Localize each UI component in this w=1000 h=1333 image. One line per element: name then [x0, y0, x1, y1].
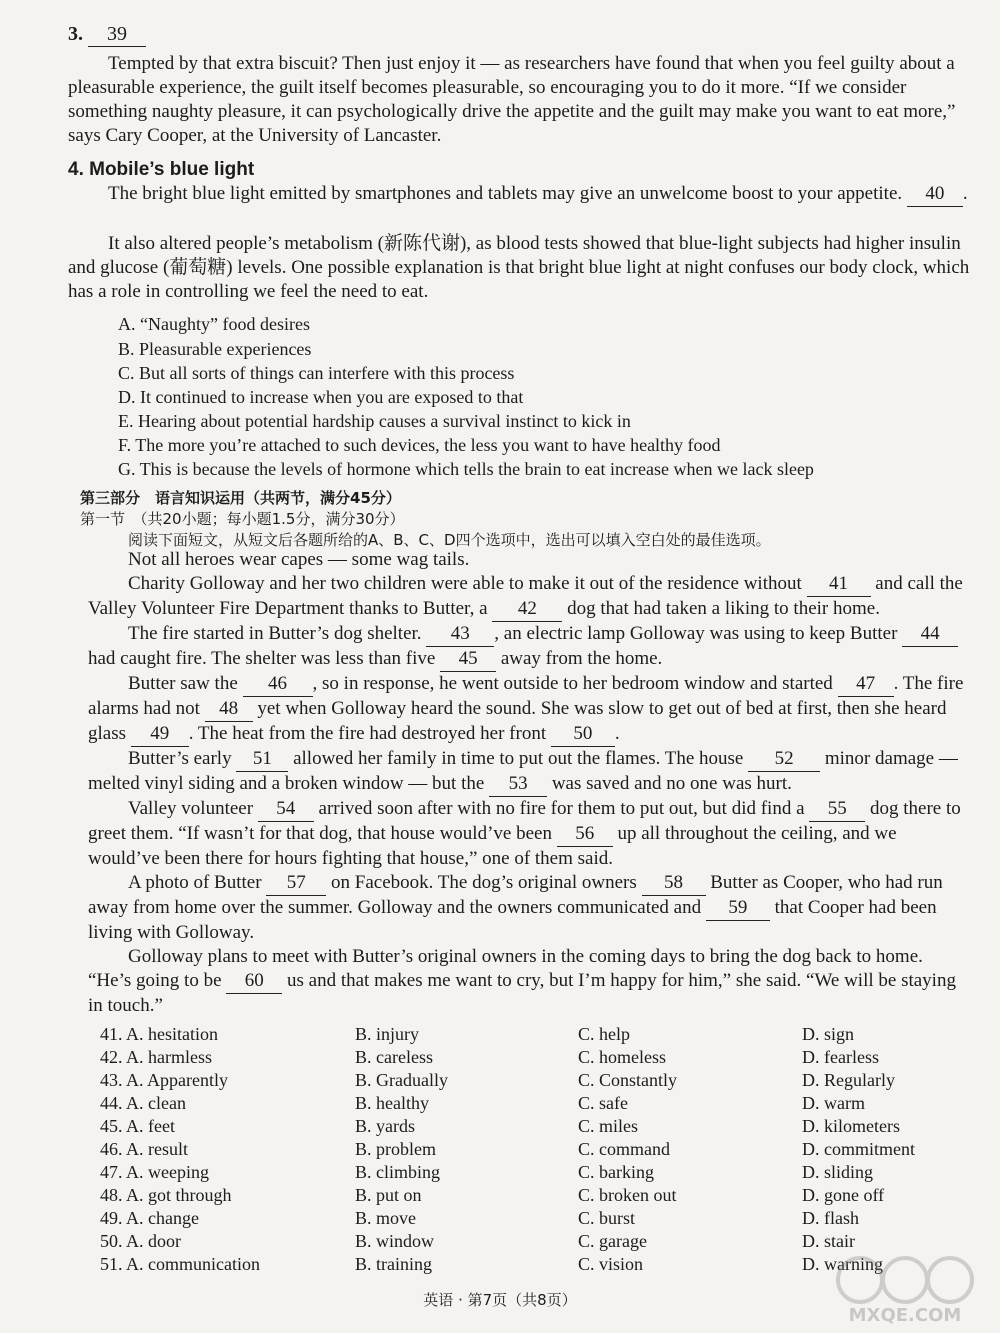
- blank-60: 60: [226, 969, 282, 994]
- watermark-text: MXQE.COM: [848, 1305, 962, 1325]
- choice-a: 47. A. weeping: [100, 1162, 209, 1182]
- option-c: C. But all sorts of things can interfere with this process: [118, 363, 515, 383]
- text: that Cooper had been living with Golloway.: [88, 897, 937, 943]
- choice-d: D. stair: [802, 1231, 855, 1251]
- cloze-paragraph-4: [88, 672, 968, 747]
- answer-row-41: [100, 1024, 980, 1047]
- blank-59: 59: [706, 896, 770, 921]
- blank-41: 41: [807, 572, 871, 597]
- choice-a: 48. A. got through: [100, 1185, 232, 1205]
- answer-row-44: [100, 1093, 980, 1116]
- paragraph-blue-light-1: [68, 182, 973, 207]
- text: A photo of Butter: [128, 872, 262, 893]
- part-three-title: 第三部分 语言知识运用（共两节，满分45分）: [80, 489, 401, 507]
- blank-58: 58: [642, 871, 706, 896]
- text: , so in response, he went outside to her bedroom window and started: [312, 673, 833, 694]
- choice-a: 46. A. result: [100, 1139, 188, 1159]
- choice-d: D. fearless: [802, 1047, 879, 1067]
- choice-c: C. vision: [578, 1254, 644, 1274]
- choice-b: B. injury: [355, 1024, 420, 1044]
- cloze-paragraph-8: [88, 945, 968, 1018]
- text: away from the home.: [500, 648, 663, 669]
- choice-b: B. climbing: [355, 1162, 440, 1182]
- blank-46: 46: [243, 672, 313, 697]
- paragraph-blue-light-2: [68, 232, 973, 304]
- text: dog that had taken a liking to their home.: [567, 598, 880, 619]
- blank-47: 47: [838, 672, 894, 697]
- choice-d: D. warm: [802, 1093, 865, 1113]
- choice-a: 49. A. change: [100, 1208, 199, 1228]
- choice-d: D. commitment: [802, 1139, 915, 1159]
- choice-d: D. sliding: [802, 1162, 874, 1182]
- choice-b: B. healthy: [355, 1093, 429, 1113]
- blank-48: 48: [205, 697, 253, 722]
- question-3-header: [68, 22, 973, 47]
- instruction: 阅读下面短文，从短文后各题所给的A、B、C、D四个选项中，选出可以填入空白处的最佳选项。: [128, 531, 771, 549]
- choice-d: D. flash: [802, 1208, 859, 1228]
- blank-45: 45: [440, 647, 496, 672]
- choice-a: 44. A. clean: [100, 1093, 186, 1113]
- blank-42: 42: [492, 597, 562, 622]
- text: Golloway plans to meet with Butter’s original owners in the coming days to bring the dog back to home. “He’s going to be: [88, 946, 923, 991]
- text: Butter as Cooper, who had run away from home over the summer. Golloway and the owners communicated and: [88, 872, 943, 918]
- choice-c: C. broken out: [578, 1185, 677, 1205]
- text: Valley volunteer: [128, 798, 254, 819]
- option-a: A. “Naughty” food desires: [118, 314, 310, 334]
- answer-blank-39: 39: [88, 22, 146, 47]
- choice-c: C. help: [578, 1024, 630, 1044]
- choice-c: C. command: [578, 1139, 670, 1159]
- choice-c: C. garage: [578, 1231, 647, 1251]
- answer-blank-40: 40: [907, 182, 963, 207]
- option-g: G. This is because the levels of hormone which tells the brain to eat increase when we lack sleep: [118, 459, 814, 479]
- section-title-mobile-blue-light: 4. Mobile’s blue light: [68, 159, 255, 180]
- text: , an electric lamp Golloway was using to keep Butter: [494, 623, 898, 644]
- paragraph-text: The bright blue light emitted by smartphones and tablets may give an unwelcome boost to your appetite.: [108, 183, 903, 204]
- paragraph-text: Tempted by that extra biscuit? Then just enjoy it — as researchers have found that when you feel guilty about a pleasurable experience, the guilt itself becomes pleasurable, so encouraging you to do it more. “If we consider something naughty pleasure, it can psychologically drive the appetite and the guilt may make you want to eat more,” says Cary Cooper, at the University of Lancaster.: [68, 53, 956, 146]
- text: dog there to greet them. “If wasn’t for that dog, that house would’ve been: [88, 798, 961, 844]
- blank-49: 49: [131, 722, 189, 747]
- text: Butter’s early: [128, 748, 232, 769]
- answer-row-49: [100, 1208, 980, 1231]
- choice-c: C. barking: [578, 1162, 654, 1182]
- choice-b: B. move: [355, 1208, 416, 1228]
- blank-44: 44: [902, 622, 958, 647]
- choice-a: 43. A. Apparently: [100, 1070, 228, 1090]
- choice-b: B. window: [355, 1231, 435, 1251]
- punctuation: .: [962, 183, 968, 204]
- choice-b: B. problem: [355, 1139, 436, 1159]
- choice-a: 51. A. communication: [100, 1254, 260, 1274]
- paragraph-guilt: [68, 52, 973, 148]
- choice-a: 45. A. feet: [100, 1116, 175, 1136]
- text: on Facebook. The dog’s original owners: [331, 872, 637, 893]
- answer-row-47: [100, 1162, 980, 1185]
- question-number: 3.: [68, 23, 83, 45]
- choice-b: B. Gradually: [355, 1070, 448, 1090]
- cloze-paragraph-7: [88, 871, 968, 945]
- choice-c: C. burst: [578, 1208, 636, 1228]
- answer-row-43: [100, 1070, 980, 1093]
- blank-54: 54: [258, 797, 314, 822]
- watermark-logo: [830, 1245, 980, 1325]
- blank-56: 56: [557, 822, 613, 847]
- page-footer: 英语 · 第7页（共8页）: [423, 1291, 577, 1309]
- option-d: D. It continued to increase when you are exposed to that: [118, 387, 524, 407]
- text: Butter saw the: [128, 673, 238, 694]
- blank-50: 50: [551, 722, 615, 747]
- text: allowed her family in time to put out the flames. The house: [293, 748, 744, 769]
- blank-43: 43: [426, 622, 494, 647]
- text: Charity Golloway and her two children were able to make it out of the residence without: [128, 573, 802, 594]
- choice-b: B. yards: [355, 1116, 415, 1136]
- choice-d: D. kilometers: [802, 1116, 900, 1136]
- cloze-paragraph-6: [88, 797, 968, 871]
- text: and call the Valley Volunteer Fire Department thanks to Butter, a: [88, 573, 963, 619]
- choice-d: D. gone off: [802, 1185, 885, 1205]
- choice-c: C. safe: [578, 1093, 628, 1113]
- text: was saved and no one was hurt.: [551, 773, 792, 794]
- choice-d: D. sign: [802, 1024, 855, 1044]
- cloze-paragraph-2: [88, 572, 968, 622]
- text: .: [614, 723, 620, 744]
- blank-52: 52: [748, 747, 820, 772]
- section-one-title: 第一节 （共20小题；每小题1.5分，满分30分）: [80, 510, 405, 528]
- choice-c: C. miles: [578, 1116, 639, 1136]
- answer-row-48: [100, 1185, 980, 1208]
- cloze-paragraph-3: [88, 622, 968, 672]
- choice-d: D. Regularly: [802, 1070, 895, 1090]
- answer-row-46: [100, 1139, 980, 1162]
- paragraph-text: It also altered people’s metabolism (新陈代谢), as blood tests showed that blue-light subjects had higher insulin and glucose (葡萄糖) levels. One possible explanation is that bright blue light at night confuses our body clock, which has a role in controlling we feel the need to eat.: [68, 233, 970, 302]
- cloze-paragraph-1: Not all heroes wear capes — some wag tails.: [128, 549, 470, 570]
- cloze-passage: [88, 548, 968, 1018]
- choice-a: 41. A. hesitation: [100, 1024, 218, 1044]
- cloze-paragraph-5: [88, 747, 968, 797]
- text: up all throughout the ceiling, and we would’ve been there for hours fighting that house,” one of them said.: [88, 823, 897, 869]
- choice-a: 50. A. door: [100, 1231, 181, 1251]
- choice-b: B. careless: [355, 1047, 433, 1067]
- choice-a: 42. A. harmless: [100, 1047, 212, 1067]
- answer-row-45: [100, 1116, 980, 1139]
- blank-55: 55: [809, 797, 865, 822]
- text: The fire started in Butter’s dog shelter.: [128, 623, 422, 644]
- blank-57: 57: [266, 871, 326, 896]
- text: . The fire alarms had not: [88, 673, 964, 719]
- text: had caught fire. The shelter was less than five: [88, 648, 436, 669]
- blank-51: 51: [236, 747, 288, 772]
- text: minor damage — melted vinyl siding and a broken window — but the: [88, 748, 958, 794]
- text: . The heat from the fire had destroyed her front: [188, 723, 547, 744]
- choice-d: D. warning: [802, 1254, 883, 1274]
- blank-53: 53: [489, 772, 547, 797]
- option-e: E. Hearing about potential hardship causes a survival instinct to kick in: [118, 411, 631, 431]
- option-b: B. Pleasurable experiences: [118, 339, 312, 359]
- answer-row-42: [100, 1047, 980, 1070]
- choice-b: B. training: [355, 1254, 432, 1274]
- option-f: F. The more you’re attached to such devices, the less you want to have healthy food: [118, 435, 721, 455]
- choice-b: B. put on: [355, 1185, 422, 1205]
- choice-c: C. Constantly: [578, 1070, 678, 1090]
- text: us and that makes me want to cry, but I’m happy for him,” she said. “We will be staying in touch.”: [88, 970, 956, 1016]
- text: yet when Golloway heard the sound. She was slow to get out of bed at first, then she heard glass: [88, 698, 947, 744]
- text: arrived soon after with no fire for them to put out, but did find a: [318, 798, 805, 819]
- choice-c: C. homeless: [578, 1047, 666, 1067]
